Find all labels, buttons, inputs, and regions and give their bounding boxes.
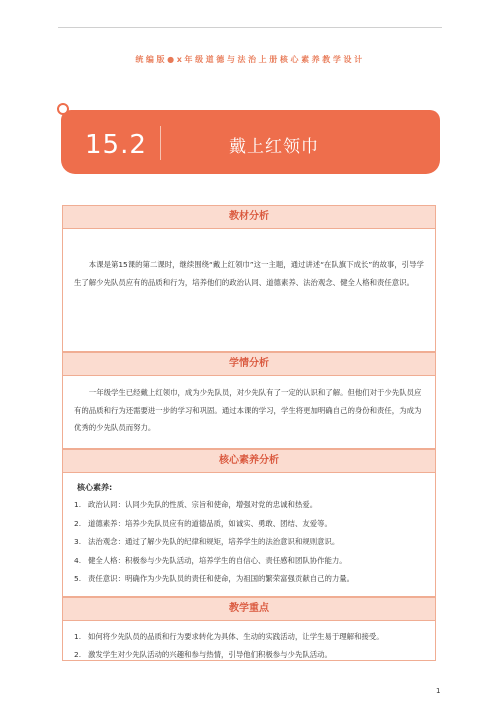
key-points-list <box>74 628 424 663</box>
list-item <box>74 570 424 589</box>
section-title: 教学重点 <box>63 598 435 621</box>
list-text: 政治认同：认同少先队的性质、宗旨和使命，增强对党的忠诚和热爱。 <box>88 500 318 509</box>
section-title: 教材分析 <box>63 206 435 229</box>
section-paragraph: 本课是第15课的第二课时，继续围绕“戴上红领巾”这一主题，通过讲述“在队旗下成长”的故事，引导学生了解少先队员应有的品质和行为，培养他们的政治认同、道德素养、法治观念、健全人格和责任意识。 <box>74 260 424 287</box>
list-text: 责任意识：明确作为少先队员的责任和使命，为祖国的繁荣富强贡献自己的力量。 <box>88 574 355 584</box>
section-student-analysis <box>62 352 436 449</box>
section-key-points <box>62 597 436 661</box>
section-title: 学情分析 <box>63 353 435 376</box>
list-number: 4. <box>74 555 82 565</box>
list-number: 2. <box>74 518 82 528</box>
list-number: 5. <box>74 574 82 584</box>
section-title: 核心素养分析 <box>63 450 435 473</box>
list-item <box>74 628 424 646</box>
banner-circle-ornament <box>57 103 69 115</box>
list-number: 3. <box>74 537 82 547</box>
lesson-banner <box>61 110 440 174</box>
list-item <box>74 646 424 664</box>
lesson-title: 戴上红领巾 <box>229 137 319 157</box>
list-number: 2. <box>74 649 82 659</box>
core-literacy-subtitle: 核心素养: <box>77 483 113 492</box>
list-text: 激发学生对少先队活动的兴趣和参与热情，引导他们积极参与少先队活动。 <box>88 649 332 659</box>
section-core-literacy <box>62 449 436 597</box>
list-number: 1. <box>74 500 82 509</box>
list-item <box>74 515 424 534</box>
top-rule <box>58 27 442 28</box>
list-text: 健全人格：积极参与少先队活动，培养学生的自信心、责任感和团队协作能力。 <box>88 555 347 565</box>
list-text: 法治观念：通过了解少先队的纪律和规矩，培养学生的法治意识和规则意识。 <box>88 537 340 547</box>
list-item <box>74 533 424 552</box>
lesson-number: 15.2 <box>85 130 147 160</box>
banner-divider <box>160 126 161 160</box>
section-paragraph: 一年级学生已经戴上红领巾，成为少先队员，对少先队有了一定的认识和了解。但他们对于少先队员应有的品质和行为还需要进一步的学习和巩固。通过本课的学习，学生将更加明确自己的身份和责任，为成为优秀的少先队员而努力。 <box>74 388 422 432</box>
list-text: 道德素养：培养少先队员应有的道德品质，如诚实、勇敢、团结、友爱等。 <box>88 518 332 528</box>
list-number: 1. <box>74 632 82 641</box>
list-text: 如何将少先队员的品质和行为要求转化为具体、生动的实践活动，让学生易于理解和接受。 <box>88 632 384 641</box>
document-header: 统编版●x年级道德与法治上册核心素养教学设计 <box>135 55 365 64</box>
list-item <box>74 496 424 515</box>
list-item <box>74 552 424 571</box>
core-literacy-list <box>74 496 424 589</box>
section-teaching-material <box>62 205 436 352</box>
page-number: 1 <box>436 687 441 695</box>
